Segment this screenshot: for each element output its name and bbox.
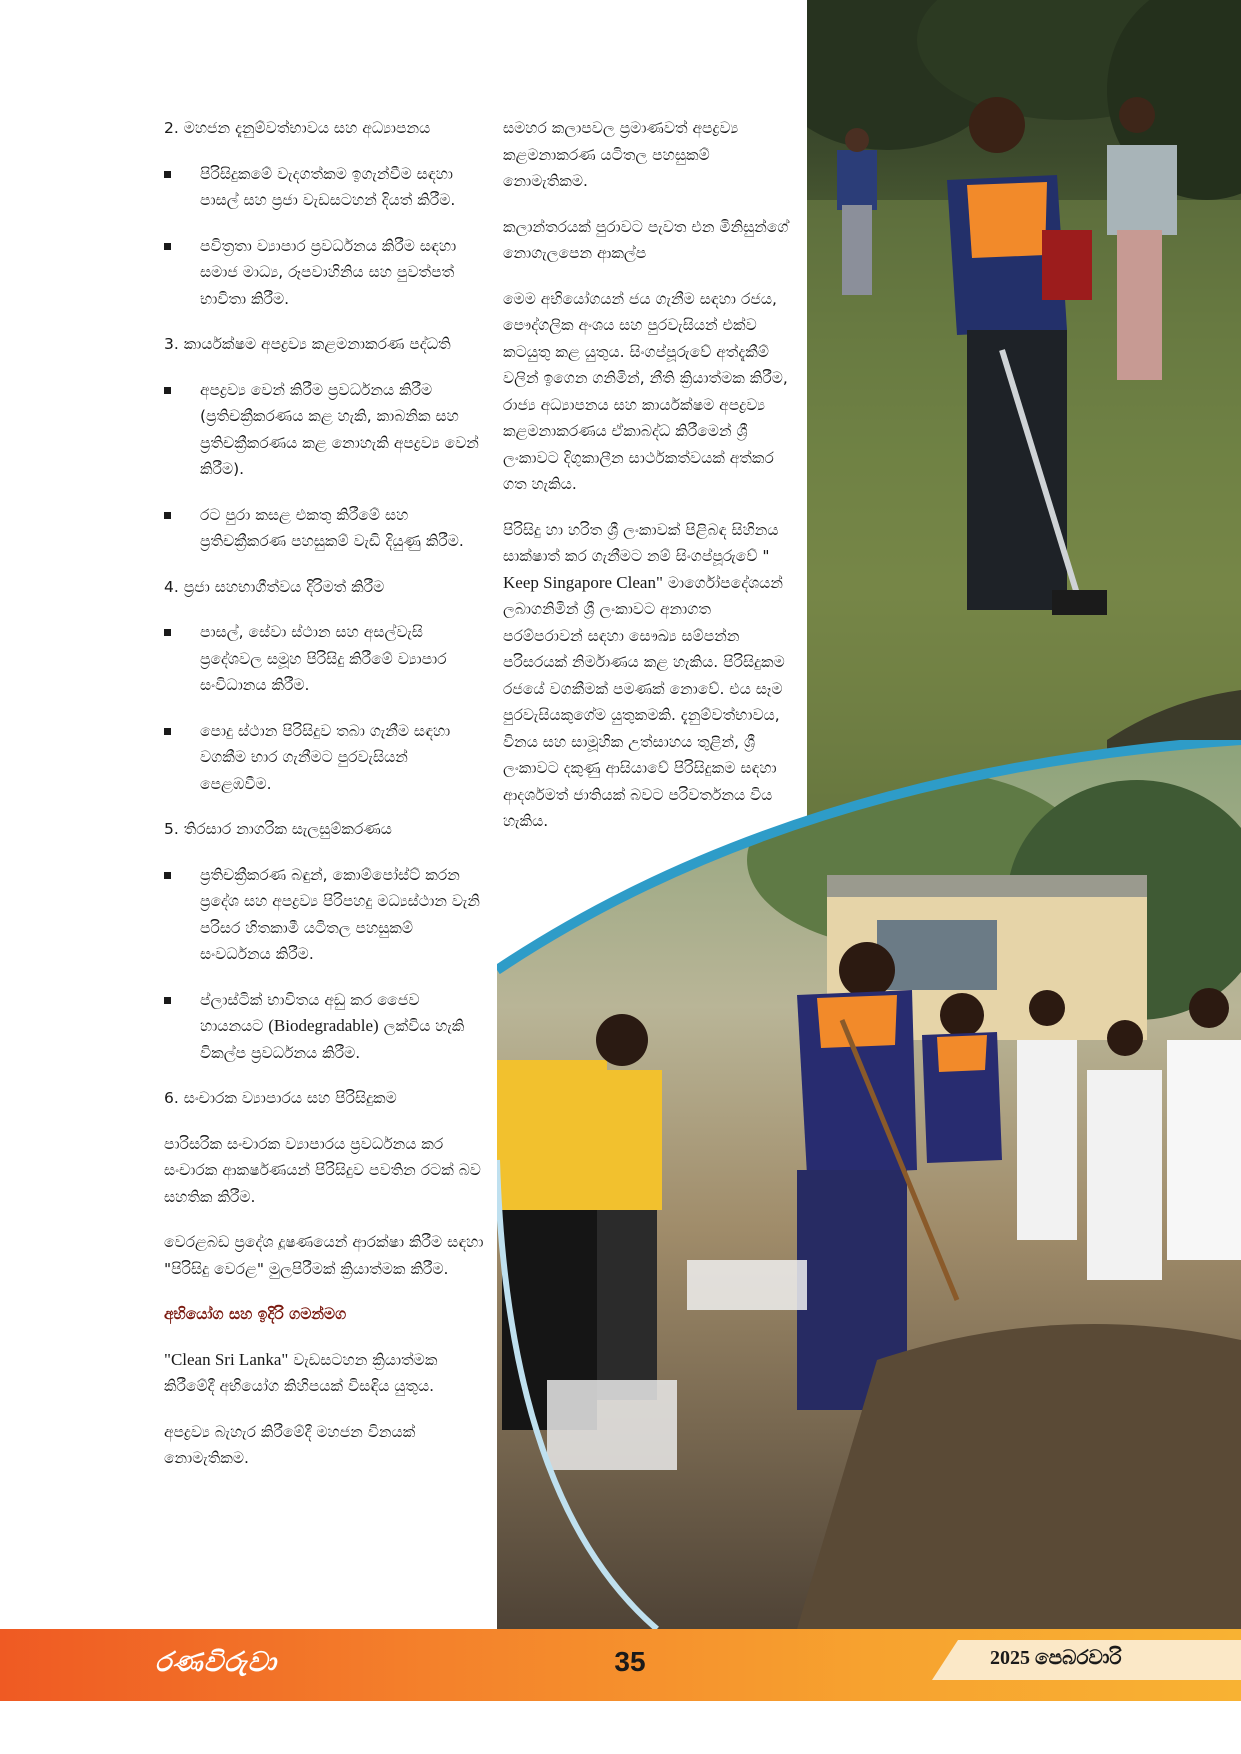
issue-date: 2025 පෙබරවාරි [990, 1647, 1122, 1669]
list-item: අපද්‍රව්‍ය වෙන් කිරීම ප්‍රවර්ධනය කිරීම (ප්‍රතිචක්‍රීකරණය කළ හැකි, කාබනික සහ ප්‍රතිචක්‍රීකරණය කළ නොහැකි අපද්‍රව්‍ය වෙන් කිරීම). [164, 377, 484, 483]
paragraph: කලාන්තරයක් පුරාවට පැවත එන මිනිසුන්ගේ නොගැලපෙන ආකල්ප [503, 217, 789, 262]
grass-cutting-illustration [807, 0, 1241, 840]
bullet-text: ලක්විය හැකි විකල්ප ප්‍රවර්ධනය කිරීම. [200, 1017, 465, 1062]
list-item: පිරිසිදුකමේ වැදගත්කම ඉගැන්වීම සඳහා පාසල් සහ ප්‍රජා වැඩසටහන් දියත් කිරීම. [164, 161, 484, 214]
grass-cutting-photo [807, 0, 1241, 840]
paragraph: පාරිසරික සංචාරක ව්‍යාපාරය ප්‍රවර්ධනය කර සංචාරක ආකර්ෂණයන් පිරිසිදුව පවතින රටක් බව සහතික කිරීම. [164, 1134, 481, 1206]
section-heading-2: 2. මහජන දැනුම්වත්භාවය සහ අධ්‍යාපනය [164, 119, 431, 137]
list-item: ප්‍රතිචක්‍රීකරණ බඳුන්, කොම්පෝස්ට් කරන ප්‍රදේශ සහ අපද්‍රව්‍ය පිරිපහදු මධ්‍යස්ථාන වැනි පරිසර හිතකාමී යටිතල පහසුකම් සංවර්ධනය කිරීම. [164, 862, 484, 968]
section-heading-4: 4. ප්‍රජා සහභාගීත්වය දිරිමත් කිරීම [164, 577, 385, 596]
left-column [164, 115, 484, 1491]
section-heading-3: 3. කාර්යක්ෂම අපද්‍රව්‍ය කළමනාකරණ පද්ධති [164, 335, 451, 353]
paragraph-text: පිරිසිදු හා හරිත ශ්‍රී ලංකාවක් පිළිබඳ සිහිනය සාක්ෂාත් කර ගැනීමට නම් සිංගප්පූරුවේ " [503, 520, 779, 565]
list-item: පාසල්, සේවා ස්ථාන සහ අසල්වැසි ප්‍රදේශවල සමූහ පිරිසිදු කිරීමේ ව්‍යාපාර සංවිධානය කිරීම. [164, 619, 484, 699]
bullet-text: ප්ලාස්ටික් භාවිතය අඩු කර ජෛව හායනයට [200, 990, 420, 1035]
list-item: පොදු ස්ථාන පිරිසිදුව තබා ගැනීම සඳහා වගකීම භාර ගැනීමට පුරවැසියන් පෙළඹවීම. [164, 718, 484, 798]
middle-column [503, 115, 793, 854]
bullet-list-5 [164, 862, 484, 1067]
paragraph: අපද්‍රව්‍ය බැහැර කිරීමේදී මහජන විනයක් නොමැතිකම. [164, 1422, 416, 1467]
section-heading-5: 5. තිරසාර නාගරික සැලසුම්කරණය [164, 820, 392, 838]
bullet-list-4 [164, 619, 484, 797]
list-item: පවිත්‍රතා ව්‍යාපාර ප්‍රවර්ධනය කිරීම සඳහා සමාජ මාධ්‍ය, රූපවාහිනිය සහ පුවත්පත් භාවිතා කිරීම. [164, 233, 484, 313]
magazine-logo: රණවිරුවා [155, 1647, 277, 1678]
section-heading-6: 6. සංචාරක ව්‍යාපාරය සහ පිරිසිදුකම [164, 1089, 397, 1107]
paragraph-text: මාර්ගෝපදේශයන් ලබාගනිමින් ශ්‍රී ලංකාවට අනාගත පරම්පරාවන් සඳහා සෞඛ්‍ය සම්පන්න පරිසරයක් නිර්මාණය කළ හැකිය. පිරිසිදුකම රජයේ වගකීමක් පමණක් නොවේ. එය සෑම පුරවැසියකුගේම යුතුකමකි. දැනුම්වත්භාවය, විනය සහ සාමූහික උත්සාහය තුළින්, ශ්‍රී ලංකාවට දකුණු ආසියාවේ පිරිසිදුකම සඳහා ආදර්ශමත් ජාතියක් බවට පරිවර්තනය විය හැකිය. [503, 573, 785, 830]
paragraph: වෙරළබඩ ප්‍රදේශ දූෂණයෙන් ආරක්ෂා කිරීම සඳහා "පිරිසිදු වෙරළ" මුලපිරීමක් ක්‍රියාත්මක කිරීම. [164, 1233, 484, 1278]
bullet-list-3 [164, 377, 484, 555]
bullet-list-2 [164, 161, 484, 313]
school-cleanup-photo [497, 740, 1241, 1629]
list-item: රට පුරා කසළ එකතු කිරීමේ සහ ප්‍රතිචක්‍රීකරණ පහසුකම් වැඩි දියුණු කිරීම. [164, 502, 484, 555]
challenges-heading: අභියෝග සහ ඉදිරි ගමන්මග [164, 1305, 347, 1323]
paragraph: මෙම අභියෝගයන් ජය ගැනීම සඳහා රජය, පෞද්ගලික අංශය සහ පුරවැසියන් එක්ව කටයුතු කළ යුතුය. සිංගප්පූරුවේ අත්දැකීම් වලින් ඉගෙන ගනිමින්, නීති ක්‍රියාත්මක කිරීම, රාජ්‍ය අධ්‍යාපනය සහ කාර්යක්ෂම අපද්‍රව්‍ය කළමනාකරණය ඒකාබද්ධ කිරීමෙන් ශ්‍රී ලංකාවට දිගුකාලීන සාර්ථකත්වයක් අත්කර ගත හැකිය. [503, 289, 788, 493]
bullet-latin-term: (Biodegradable) [268, 1016, 379, 1035]
clean-sri-lanka-term: "Clean Sri Lanka" [164, 1349, 289, 1369]
paragraph-text: වැඩසටහන ක්‍රියාත්මක කිරීමේදී අභියෝග කිහිපයක් විසඳිය යුතුය. [164, 1350, 438, 1395]
list-item [164, 987, 484, 1067]
page-number: 35 [614, 1646, 646, 1677]
paragraph: සමහර කලාපවල ප්‍රමාණවත් අපද්‍රව්‍ය කළමනාකරණ යටිතල පහසුකම් නොමැතිකම. [503, 119, 739, 190]
keep-singapore-clean-term: Keep Singapore Clean" [503, 572, 663, 592]
paragraph [164, 1347, 484, 1400]
paragraph [503, 517, 793, 835]
